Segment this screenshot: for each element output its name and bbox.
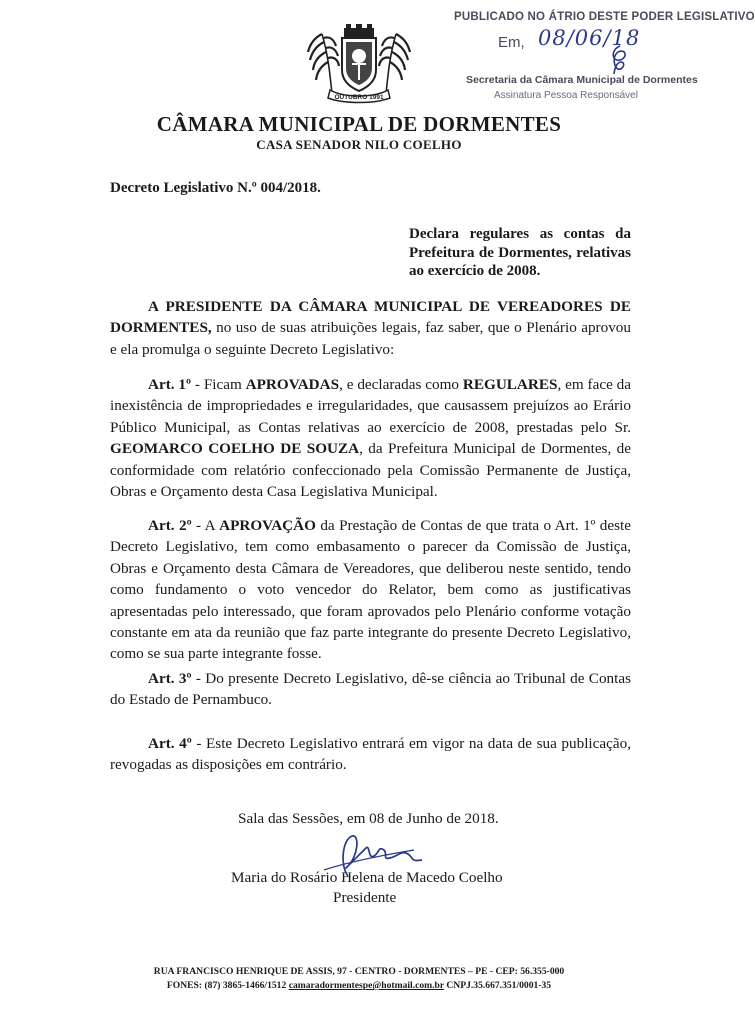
stamp-title: PUBLICADO NO ÁTRIO DESTE PODER LEGISLATIVO	[454, 11, 755, 23]
article-4	[110, 733, 631, 776]
municipal-coat-of-arms	[304, 24, 414, 106]
article-4-text: - Este Decreto Legislativo entrará em vigor na data de sua publicação, revogadas as disposições em contrário.	[110, 735, 631, 774]
article-1-emphasis: APROVADAS	[245, 376, 340, 393]
place-and-date: Sala das Sessões, em 08 de Junho de 2018.	[238, 810, 499, 827]
intro-bold: A PRESIDENTE DA CÂMARA MUNICIPAL DE VEREADORES DE DORMENTES,	[110, 298, 631, 337]
stamp-handwritten-date: 08/06/18	[538, 26, 641, 50]
signer-name: Maria do Rosário Helena de Macedo Coelho	[231, 869, 503, 886]
article-2-label: Art. 2º	[148, 517, 192, 534]
article-1-text: - Ficam	[191, 376, 246, 393]
article-1-text: , e declaradas como	[339, 376, 463, 393]
article-2-text: da Prestação de Contas de que trata o Art. 1º deste Decreto Legislativo, tem como embasamento o parecer da Comissão de Justiça, Obras e Orçamento desta Câmara de Vereadores, que deliberou neste sentido, tendo como fundamento o voto vencedor do Relator, bem como as justificativas apresentadas pelo interessado, que foram aprovados pelo Plenário conforme votação constante em ata da reunião que faz parte integrante do presente Decreto Legislativo, como se sua parte integrante fosse.	[110, 517, 631, 663]
article-1-emphasis: GEOMARCO COELHO DE SOUZA	[110, 440, 360, 458]
intro-paragraph	[110, 296, 631, 360]
page-title: CÂMARA MUNICIPAL DE DORMENTES	[156, 112, 562, 136]
footer-phones: FONES: (87) 3865-1466/1512	[166, 980, 289, 991]
article-2-text: - A	[191, 517, 220, 534]
emblem-ribbon-text: OUTUBRO 1991	[334, 94, 384, 101]
article-3-text: - Do presente Decreto Legislativo, dê-se ciência ao Tribunal de Contas do Estado de Pernambuco.	[110, 670, 632, 709]
article-1	[110, 374, 631, 502]
footer-address: RUA FRANCISCO HENRIQUE DE ASSIS, 97 - CENTRO - DORMENTES – PE - CEP: 56.355-000	[153, 966, 565, 977]
stamp-em-label: Em,	[498, 34, 525, 51]
stamp-responsavel: Assinatura Pessoa Responsável	[494, 90, 638, 101]
footer-email-link[interactable]: camaradormentespe@hotmail.com.br	[288, 980, 444, 991]
article-2	[110, 515, 631, 665]
page-subtitle: CASA SENADOR NILO COELHO	[256, 137, 462, 152]
article-3-label: Art. 3º	[148, 670, 192, 687]
article-1-label: Art. 1º	[148, 376, 192, 393]
decree-number: Decreto Legislativo N.º 004/2018.	[110, 180, 321, 196]
article-1-text: , em face da inexistência de impropriedades e irregularidades, que causassem prejuízos ao Erário Público Municipal, as Contas relativas ao exercício de 2008, prestadas pelo Sr.	[110, 376, 632, 436]
article-2-emphasis: APROVAÇÃO	[219, 517, 316, 534]
article-3	[110, 668, 631, 711]
article-4-label: Art. 4º	[148, 735, 192, 752]
decree-ementa: Declara regulares as contas da Prefeitura de Dormentes, relativas ao exercício de 2008.	[409, 226, 631, 279]
footer-contacts	[0, 980, 718, 991]
footer-cnpj: CNPJ.35.667.351/0001-35	[443, 980, 552, 991]
article-1-text: , da Prefeitura Municipal de Dormentes, de conformidade com relatório confeccionado pela Comissão Permanente de Justiça, Obras e Orçamento desta Casa Legislativa Municipal.	[110, 440, 631, 501]
signer-role: Presidente	[333, 889, 397, 906]
stamp-secretaria: Secretaria da Câmara Municipal de Dormentes	[466, 74, 698, 86]
article-1-emphasis: REGULARES	[462, 376, 558, 393]
publication-stamp	[448, 6, 755, 106]
intro-text: no uso de suas atribuições legais, faz saber, que o Plenário aprovou e ela promulga o seguinte Decreto Legislativo:	[110, 319, 631, 358]
